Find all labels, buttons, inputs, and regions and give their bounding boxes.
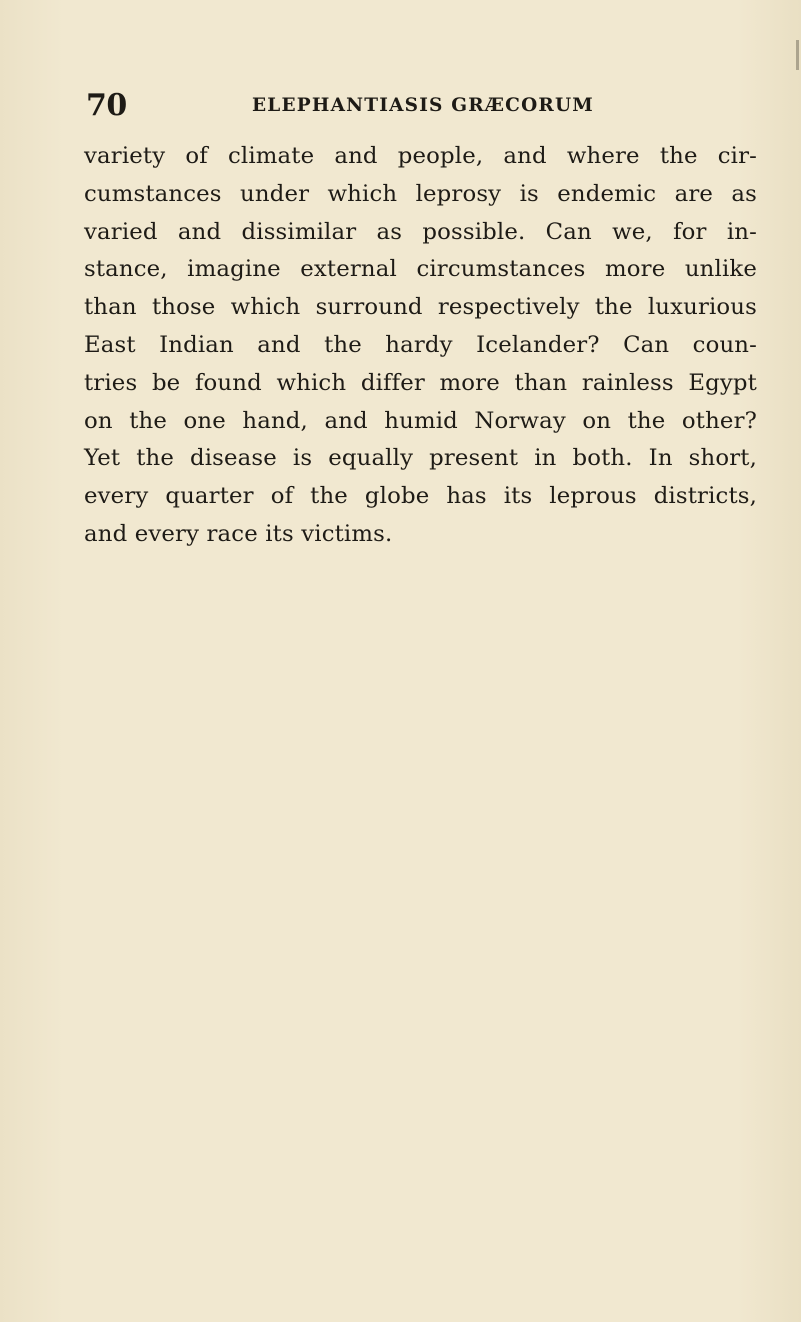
body-paragraph	[84, 138, 757, 554]
text-line: cumstances under which leprosy is endemic are as	[84, 180, 757, 207]
page-header	[86, 86, 756, 126]
text-line: tries be found which differ more than rainless Egypt	[84, 369, 757, 396]
text-line: stance, imagine external circumstances more unlike	[84, 256, 757, 283]
running-head: ELEPHANTIASIS GRÆCORUM	[252, 95, 594, 116]
text-line: East Indian and the hardy Icelander? Can coun-	[84, 331, 757, 358]
text-line: Yet the disease is equally present in both. In short,	[84, 445, 757, 472]
text-line: than those which surround respectively the luxurious	[84, 294, 757, 321]
text-line: variety of climate and people, and where the cir-	[84, 143, 757, 169]
page-number: 70	[86, 88, 127, 123]
text-line-last: and every race its victims.	[84, 520, 393, 547]
text-line: varied and dissimilar as possible. Can we, for in-	[84, 218, 757, 245]
text-line: every quarter of the globe has its leprous districts,	[84, 483, 757, 510]
text-line: on the one hand, and humid Norway on the other?	[84, 407, 757, 434]
page-edge-mark	[796, 40, 799, 70]
